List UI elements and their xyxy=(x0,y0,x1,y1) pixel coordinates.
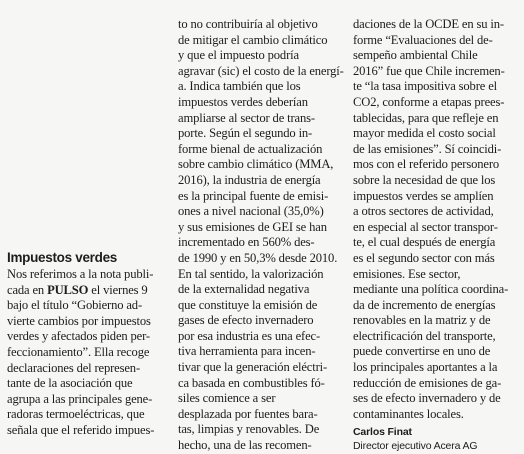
text-line: to no contribuiría al objetivo xyxy=(178,17,318,31)
text-line: tas, limpias y renovables. De xyxy=(178,422,320,437)
text-line: es la principal fuente de emisi- xyxy=(178,188,329,203)
text-line: En tal sentido, la valorización xyxy=(178,266,324,281)
text-line: de las emisiones”. Sí coincidi- xyxy=(353,141,502,156)
text-line: Nos referimos a la nota publi- xyxy=(7,267,154,281)
text-line: CO2, conforme a etapas prees- xyxy=(353,94,505,109)
text-line: mos con el referido personero xyxy=(353,157,500,172)
text-line: cada en PULSO el viernes 9 xyxy=(7,282,148,297)
text-line: ses de efecto invernadero y de xyxy=(353,391,501,406)
text-line: te, el cual después de energía xyxy=(353,235,496,250)
text-line: radoras termoeléctricas, que xyxy=(7,407,145,422)
text-line: es el segundo sector con más xyxy=(353,250,495,265)
text-line: impuestos verdes deberían xyxy=(178,94,308,109)
text-line: que constituye la emisión de xyxy=(178,297,318,312)
text-line: te “la tasa impositiva sobre el xyxy=(353,79,497,94)
text-line: y sus emisiones de GEI se han xyxy=(178,219,327,234)
text-line: verdes y afectados piden per- xyxy=(7,329,150,344)
text-line: a. Indica también que los xyxy=(178,79,301,94)
text-line: da de incremento de energías xyxy=(353,297,496,312)
signature-title: Director ejecutivo Acera AG xyxy=(353,440,478,453)
text-line: daciones de la OCDE en su in- xyxy=(353,17,504,31)
text-line: forme bienal de actualización xyxy=(178,141,323,156)
text-line: señala que el referido impues- xyxy=(7,422,155,437)
text-line: en especial al sector transpor- xyxy=(353,219,498,234)
text-line: tablecidas, para que refleje en xyxy=(353,110,499,125)
text-line: porte. Según el segundo in- xyxy=(178,126,313,141)
text-line: electrificación del transporte, xyxy=(353,328,496,343)
text-line: ampliarse al sector de trans- xyxy=(178,110,315,125)
text-line: ones a nivel nacional (35,0%) xyxy=(178,204,324,219)
text-line: 2016” fue que Chile incremen- xyxy=(353,63,505,78)
text-line: sobre cambio climático (MMA, xyxy=(178,157,334,172)
text-line: renovables en la matriz y de xyxy=(353,313,491,328)
text-line: de 1990 y en 50,3% desde 2010. xyxy=(178,250,338,265)
publication-name: PULSO xyxy=(47,282,89,297)
text-line: por esa industria es una efec- xyxy=(178,328,321,343)
column-1-lines xyxy=(7,267,167,439)
column-3-lines xyxy=(353,17,515,422)
text-line: bajo el título “Gobierno ad- xyxy=(7,298,142,313)
text-line: sobre la necesidad de que los xyxy=(353,172,496,187)
text-line: mayor medida el costo social xyxy=(353,126,496,141)
text-line: los principales aportantes a la xyxy=(353,360,498,375)
text-line: tiva herramienta para incen- xyxy=(178,344,316,359)
text-line: ca basada en combustibles fó- xyxy=(178,375,325,390)
column-1 xyxy=(7,250,167,439)
text-line: agrupa a las principales gene- xyxy=(7,391,153,406)
text-line: contaminantes locales. xyxy=(353,406,464,421)
column-3 xyxy=(353,17,515,453)
text-line: 2016), la industria de energía xyxy=(178,172,321,187)
text-line: hecho, una de las recomen- xyxy=(178,438,312,453)
article-heading: Impuestos verdes xyxy=(7,250,117,265)
text-line: puede convertirse en uno de xyxy=(353,344,491,359)
text-line: incrementado en 560% des- xyxy=(178,235,315,250)
text-line: emisiones. Ese sector, xyxy=(353,266,461,281)
text-line: de mitigar el cambio climático xyxy=(178,32,328,47)
text-line: agravar (sic) el costo de la energí- xyxy=(178,63,344,78)
text-line: declaraciones del represen- xyxy=(7,360,140,375)
text-line: siles comience a ser xyxy=(178,391,276,406)
text-line: tivar que la generación eléctri- xyxy=(178,360,328,375)
text-line: gases de efecto invernadero xyxy=(178,313,314,328)
text-line: a otros sectores de actividad, xyxy=(353,204,494,219)
text-line: y que el impuesto podría xyxy=(178,48,299,63)
text-line: impuestos verdes se amplíen xyxy=(353,188,494,203)
text-line: mediante una política coordina- xyxy=(353,282,509,297)
text-line: vierte cambios por impuestos xyxy=(7,313,151,328)
text-line: sempeño ambiental Chile xyxy=(353,48,478,63)
signature-name: Carlos Finat xyxy=(353,426,412,439)
text-line: reducción de emisiones de ga- xyxy=(353,375,502,390)
text-line: tante de la asociación que xyxy=(7,376,133,391)
text-line: desplazada por fuentes bara- xyxy=(178,406,318,421)
text-line: feccionamiento”. Ella recoge xyxy=(7,344,150,359)
column-2 xyxy=(178,17,344,454)
text-line: forme “Evaluaciones del de- xyxy=(353,32,493,47)
text-line: de la externalidad negativa xyxy=(178,282,310,297)
